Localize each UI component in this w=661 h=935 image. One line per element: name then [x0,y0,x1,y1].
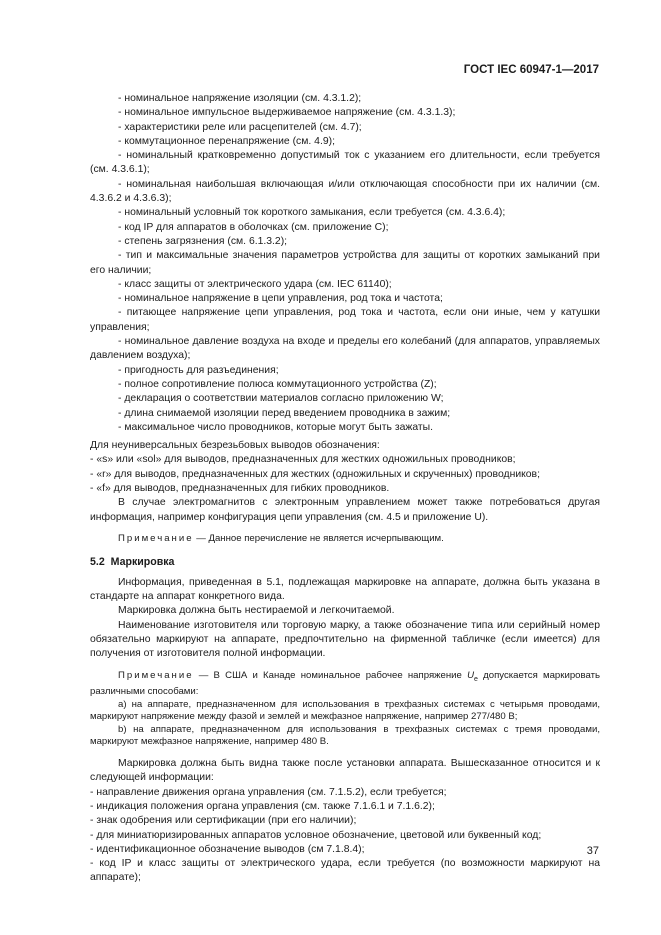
list-item: - код IP и класс защиты от электрического удара, если требуется (по возможности маркируют на аппарате); [90,858,600,884]
note-2 [90,670,600,749]
list-item: - индикация положения органа управления (см. также 7.1.6.1 и 7.1.6.2); [90,800,435,812]
electromagnets-paragraph: В случае электромагнитов с электронным управлением может также потребоваться другая информация, например конфигурация цепи управления (см. 4.5 и приложение U). [90,497,600,523]
list-item: - характеристики реле или расцепителей (см. 4.7); [118,121,362,133]
paragraph: Маркировка должна быть видна также после установки аппарата. Вышесказанное относится и к следующей информации: [90,758,600,784]
document-body [90,92,600,886]
standard-header: ГОСТ IEC 60947-1—2017 [463,64,599,76]
section-title: Маркировка [110,555,175,568]
list-item: - максимальное число проводников, которые могут быть зажаты. [118,421,433,433]
list-item: - полное сопротивление полюса коммутационного устройства (Z); [118,378,437,390]
note-intro [90,670,600,699]
note-label: Примечание [118,532,194,544]
terminals-intro: Для неуниверсальных безрезьбовых выводов обозначения: [90,440,380,452]
list-item: - номинальная наибольшая включающая и/или отключающая способности при их наличии (см. 4.3.6.2 и 4.3.6.3); [90,178,600,205]
paragraph: Информация, приведенная в 5.1, подлежащая маркировке на аппарате, должна быть указана в стандарте на аппарат конкретного вида. [90,576,600,603]
list-item: - «f» для выводов, предназначенных для гибких проводников. [90,483,390,495]
note-label: Примечание [118,669,194,681]
list-item: - номинальное давление воздуха на входе и пределы его колебаний (для аппаратов, управляемых давлением воздуха); [90,336,600,362]
note-1 [90,533,600,546]
list-item: - идентификационное обозначение выводов (см 7.1.8.4); [90,843,365,855]
list-item: - код IP для аппаратов в оболочках (см. приложение С); [118,221,389,233]
list-item: - класс защиты от электрического удара (см. IEC 61140); [118,278,392,290]
list-item: - коммутационное перенапряжение (см. 4.9); [118,135,335,147]
list-item: - номинальное напряжение в цепи управления, род тока и частота; [118,293,443,305]
list-item: - номинальный условный ток короткого замыкания, если требуется (см. 4.3.6.4); [118,207,506,219]
list-item: - тип и максимальные значения параметров устройства для защиты от коротких замыканий при его наличии; [90,250,600,276]
note-item-b: b) на аппарате, предназначенном для использования в трехфазных системах с тремя проводами, маркируют межфазное напряжение, например 480 В. [90,723,600,748]
list-item: - номинальный кратковременно допустимый ток с указанием его длительности, если требуется (см. 4.3.6.1); [90,150,600,176]
note-text: — В США и Канаде номинальное рабочее напряжение [193,669,468,681]
list-item: - питающее напряжение цепи управления, род тока и частота, если они иные, чем у катушки управления; [90,307,600,333]
section-heading [90,555,600,569]
note-text: — Данное перечисление не является исчерпывающим. [193,532,444,544]
list-item: - «r» для выводов, предназначенных для жестких (одножильных и скрученных) проводников; [90,468,540,480]
paragraph: Наименование изготовителя или торговую марку, а также обозначение типа или серийный номер обязательно маркируют на аппарате, предпочтительно на фирменной табличке (если имеется) для получения от изготовителя полной информации. [90,619,600,660]
list-item: - степень загрязнения (см. 6.1.3.2); [118,235,288,247]
note-text: допускается маркировать различными способами: [90,669,601,698]
terminal-designations [90,439,600,525]
list-item: - декларация о соответствии материалов согласно приложению W; [118,393,444,405]
note-item-a: а) на аппарате, предназначенном для использования в трехфазных системах с четырьмя проводами, маркируют напряжение между фазой и землей и межфазное напряжение, например 277/480 В; [90,698,600,723]
list-item: - направление движения органа управления (см. 7.1.5.2), если требуется; [90,786,447,798]
voltage-subscript: e [474,675,478,683]
list-item: - пригодность для разъединения; [118,364,279,376]
marking-section [90,576,600,662]
list-item: - «s» или «sol» для выводов, предназначенных для жестких одножильных проводников; [90,454,516,466]
voltage-symbol: U [467,669,475,681]
list-item: - для миниатюризированных аппаратов условное обозначение, цветовой или буквенный код; [90,829,542,841]
page-number: 37 [586,845,599,857]
marking-info-list [90,92,600,435]
section-number: 5.2 [90,555,105,568]
list-item: - номинальное напряжение изоляции (см. 4.3.1.2); [118,93,362,104]
paragraph: Маркировка должна быть нестираемой и легкочитаемой. [118,605,395,617]
list-item: - знак одобрения или сертификации (при его наличии); [90,815,357,827]
visibility-section [90,757,600,886]
list-item: - длина снимаемой изоляции перед введением проводника в зажим; [118,407,451,419]
list-item: - номинальное импульсное выдерживаемое напряжение (см. 4.3.1.3); [118,107,456,119]
